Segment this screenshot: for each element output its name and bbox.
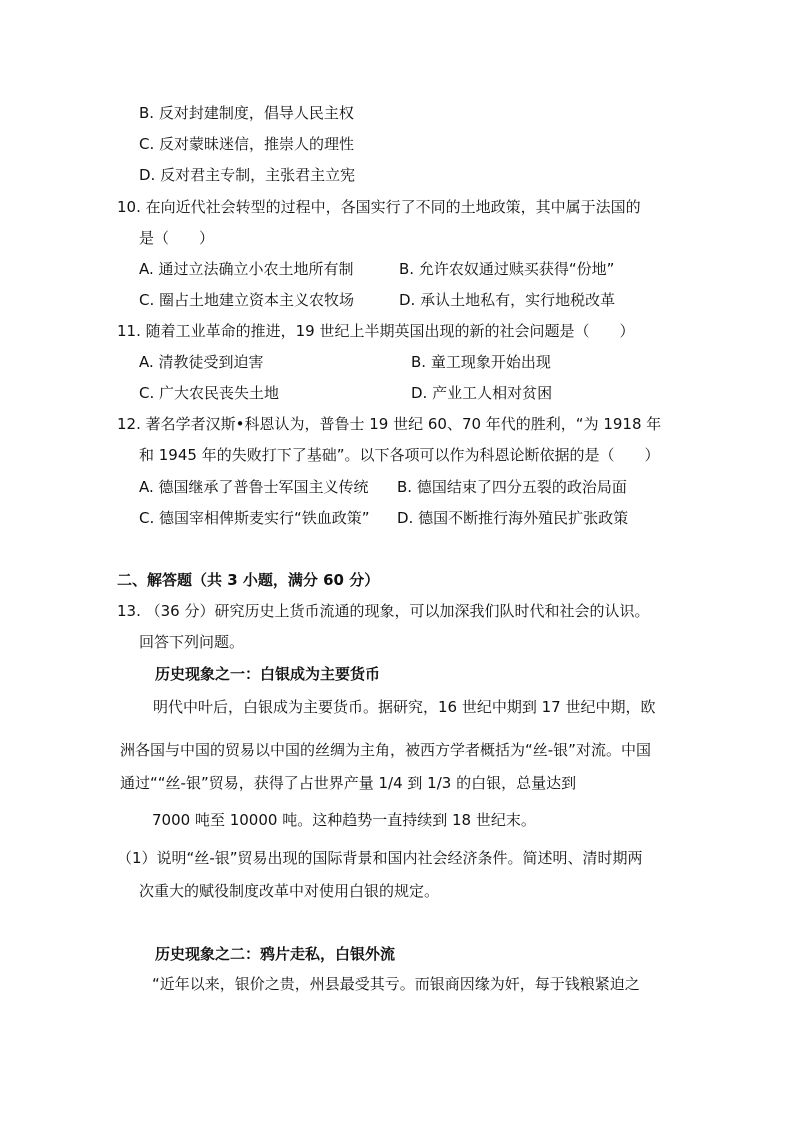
q10-stem-line1: 10. 在向近代社会转型的过程中，各国实行了不同的土地政策，其中属于法国的 (117, 198, 641, 216)
q9-option-c: C. 反对蒙昧迷信，推崇人的理性 (139, 135, 355, 153)
phenomenon1-title: 历史现象之一：白银成为主要货币 (155, 665, 381, 683)
q11-option-c: C. 广大农民丧失土地 (139, 384, 280, 402)
q11-stem: 11. 随着工业革命的推进，19 世纪上半期英国出现的新的社会问题是（ ） (117, 322, 635, 340)
phenomenon1-line3: 通过““丝-银”贸易，获得了占世界产量 1/4 到 1/3 的白银，总量达到 (120, 774, 577, 792)
q11-option-b: B. 童工现象开始出现 (411, 353, 551, 371)
q10-option-c: C. 圈占土地建立资本主义农牧场 (139, 291, 355, 309)
q12-option-c: C. 德国宰相俾斯麦实行“铁血政策” (139, 509, 370, 527)
phenomenon1-line2: 洲各国与中国的贸易以中国的丝绸为主角，被西方学者概括为“丝-银”对流。中国 (120, 741, 651, 759)
phenomenon2-line1: “近年以来，银价之贵，州县最受其亏。而银商因缘为奸，每于钱粮紧迫之 (152, 975, 640, 993)
q10-option-b: B. 允许农奴通过赎买获得“份地” (399, 260, 615, 278)
phenomenon1-line1: 明代中叶后，白银成为主要货币。据研究，16 世纪中期到 17 世纪中期，欧 (153, 698, 656, 716)
q12-stem-line1: 12. 著名学者汉斯•科恩认为，普鲁士 19 世纪 60、70 年代的胜利，“为 1918 年 (117, 415, 662, 433)
q11-option-d: D. 产业工人相对贫困 (411, 384, 553, 402)
q13-intro-line1: 13. （36 分）研究历史上货币流通的现象，可以加深我们队时代和社会的认识。 (117, 602, 650, 620)
q11-option-a: A. 清教徒受到迫害 (139, 353, 264, 371)
sub-question1-line1: （1）说明“丝-银”贸易出现的国际背景和国内社会经济条件。简述明、清时期两 (117, 849, 643, 867)
q10-option-a: A. 通过立法确立小农土地所有制 (139, 260, 354, 278)
q9-option-d: D. 反对君主专制，主张君主立宪 (139, 166, 356, 184)
q12-stem-line2: 和 1945 年的失败打下了基础”。以下各项可以作为科恩论断依据的是（ ） (139, 446, 660, 464)
q10-option-d: D. 承认土地私有，实行地税改革 (399, 291, 616, 309)
phenomenon1-line4: 7000 吨至 10000 吨。这种趋势一直持续到 18 世纪末。 (152, 811, 536, 829)
q9-option-b: B. 反对封建制度，倡导人民主权 (139, 104, 354, 122)
q12-option-a: A. 德国继承了普鲁士军国主义传统 (139, 478, 369, 496)
q12-option-d: D. 德国不断推行海外殖民扩张政策 (397, 509, 629, 527)
q13-intro-line2: 回答下列问题。 (139, 633, 245, 651)
sub-question1-line2: 次重大的赋役制度改革中对使用白银的规定。 (139, 882, 440, 900)
phenomenon2-title: 历史现象之二：鸦片走私，白银外流 (155, 945, 396, 963)
q10-stem-line2: 是（ ） (139, 229, 215, 247)
q12-option-b: B. 德国结束了四分五裂的政治局面 (397, 478, 627, 496)
section-heading: 二、解答题（共 3 小题，满分 60 分） (117, 571, 380, 589)
